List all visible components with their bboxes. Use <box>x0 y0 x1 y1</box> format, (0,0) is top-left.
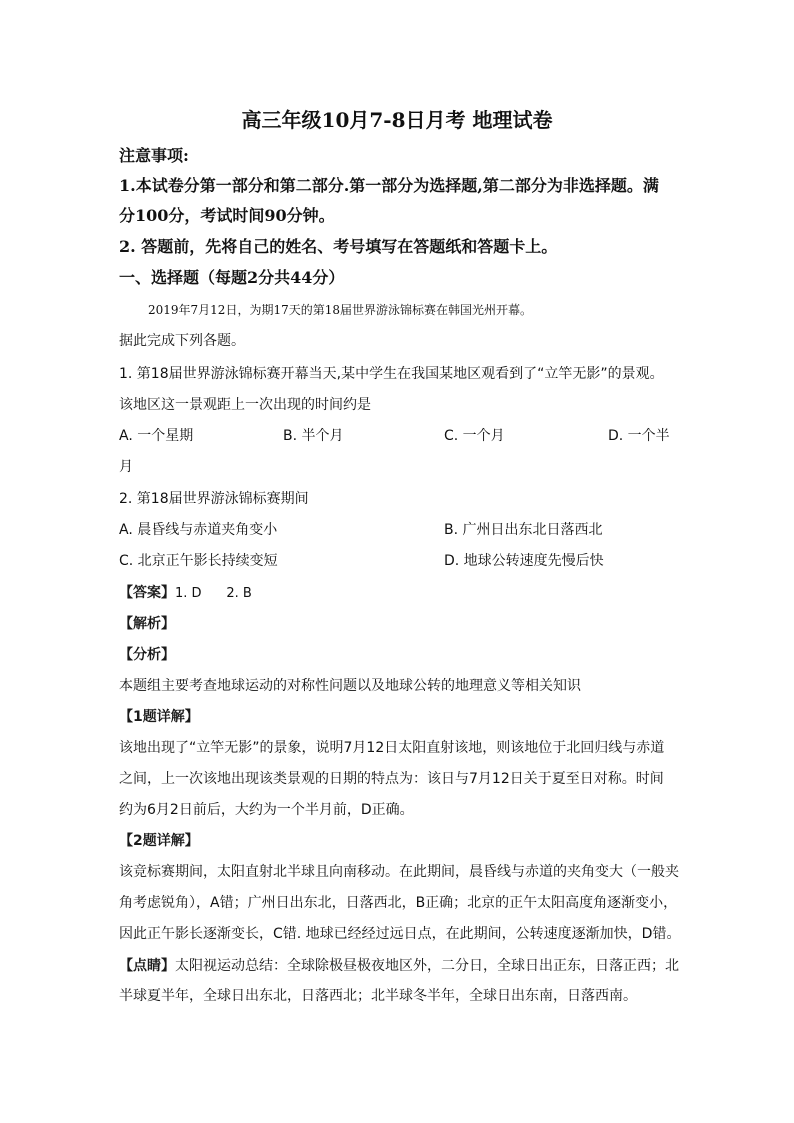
analysis-tag: 【解析】 <box>119 616 175 632</box>
detail-1-line-2: 之间，上一次该地出现该类景观的日期的特点为：该日与7月12日关于夏至日对称。时间 <box>119 771 664 787</box>
question-2-option-a: A. 晨昏线与赤道夹角变小 <box>119 522 278 538</box>
answer-row <box>119 582 252 604</box>
dianjing-line-2: 半球夏半年，全球日出东北，日落西北；北半球冬半年，全球日出东南，日落西南。 <box>119 988 637 1004</box>
dianjing-line-1: 太阳视运动总结：全球除极昼极夜地区外，二分日，全球日出正东，日落正西；北 <box>175 958 679 974</box>
question-1-stem: 1. 第18届世界游泳锦标赛开幕当天,某中学生在我国某地区观看到了“立竿无影”的景观。 <box>119 366 664 382</box>
notice-item-1: 1.本试卷分第一部分和第二部分.第一部分为选择题,第二部分为非选择题。满 <box>119 176 659 195</box>
question-1-stem-cont: 该地区这一景观距上一次出现的时间约是 <box>119 397 371 413</box>
fenxi-text: 本题组主要考查地球运动的对称性问题以及地球公转的地理意义等相关知识 <box>119 678 581 694</box>
answer-tag: 【答案】 <box>119 585 175 601</box>
detail-1-line-3: 约为6月2日前后，大约为一个半月前，D正确。 <box>119 802 414 818</box>
question-1-option-b: B. 半个月 <box>283 428 344 444</box>
detail-2-line-3: 因此正午影长逐渐变长，C错. 地球已经经过远日点，在此期间，公转速度逐渐加快，D错。 <box>119 926 681 942</box>
instruction-text: 据此完成下列各题。 <box>119 333 245 349</box>
page-title: 高三年级10月7-8日月考 地理试卷 <box>241 108 553 132</box>
question-2-stem: 2. 第18届世界游泳锦标赛期间 <box>119 491 309 507</box>
question-2-option-c: C. 北京正午影长持续变短 <box>119 553 278 569</box>
question-1-option-d: D. 一个半 <box>608 428 670 444</box>
detail-2-tag: 【2题详解】 <box>119 833 199 849</box>
material-text: 2019年7月12日，为期17天的第18届世界游泳锦标赛在韩国光州开幕。 <box>148 303 532 317</box>
question-1-option-d-cont: 月 <box>119 459 133 475</box>
dianjing-tag: 【点睛】 <box>119 958 175 974</box>
question-1-option-a: A. 一个星期 <box>119 428 194 444</box>
detail-1-line-1: 该地出现了“立竿无影”的景象，说明7月12日太阳直射该地，则该地位于北回归线与赤道 <box>119 740 665 756</box>
detail-2-line-1: 该竞标赛期间，太阳直射北半球且向南移动。在此期间，晨昏线与赤道的夹角变大（一般夹 <box>119 864 679 880</box>
detail-1-tag: 【1题详解】 <box>119 709 199 725</box>
question-2-option-b: B. 广州日出东北日落西北 <box>444 522 603 538</box>
question-2-option-d: D. 地球公转速度先慢后快 <box>444 553 604 569</box>
dianjing-row <box>119 955 679 976</box>
answer-text: 1. D 2. B <box>175 586 252 601</box>
question-1-option-c: C. 一个月 <box>444 428 505 444</box>
notice-item-1-cont: 分100分，考试时间90分钟。 <box>119 206 335 225</box>
notice-heading: 注意事项: <box>119 146 189 165</box>
fenxi-tag: 【分析】 <box>119 647 175 663</box>
section-heading: 一、选择题（每题2分共44分） <box>119 268 345 287</box>
notice-item-2: 2. 答题前，先将自己的姓名、考号填写在答题纸和答题卡上。 <box>119 237 558 256</box>
detail-2-line-2: 角考虑锐角），A错；广州日出东北，日落西北，B正确；北京的正午太阳高度角逐渐变小， <box>119 895 678 911</box>
